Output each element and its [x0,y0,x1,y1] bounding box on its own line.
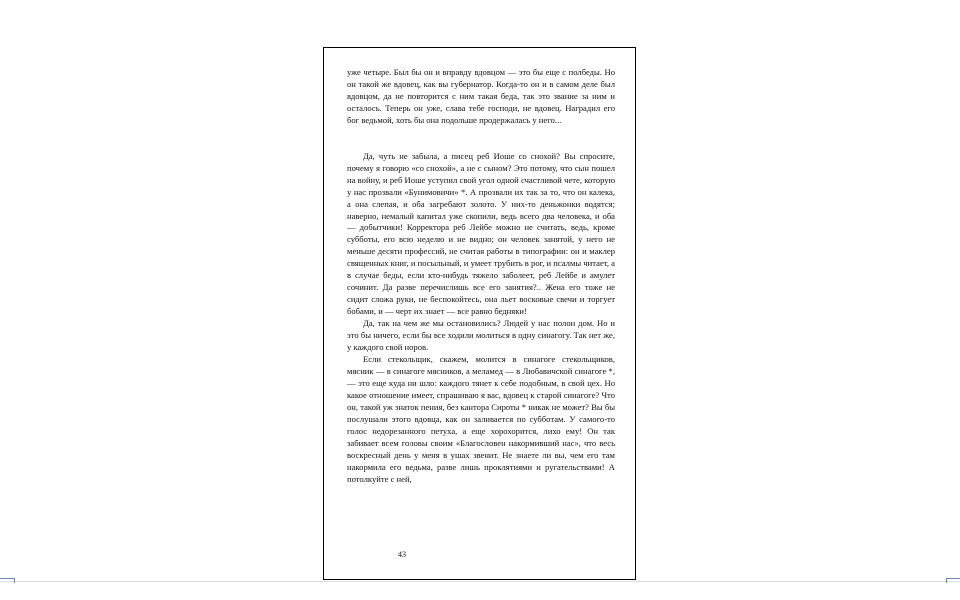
page-number: 43 [398,550,406,559]
left-edge-marker [0,578,15,583]
page-text-body [347,67,615,485]
paragraph-1: уже четыре. Был бы он и вправду вдовцом — это бы еще с полбеды. Но он такой же вдовец, как вы губернатор. Когда-то он и в самом деле был вдовцом, да не повторится с ним такая беда, так это звание за ним и осталось. Теперь он уже, слава тебе господи, не вдовец. Наградил его бог ведьмой, хоть бы она подольше продержалась у него... [347,67,615,125]
paragraph-3: Да, так на чем же мы остановились? Людей у нас полон дом. Но и это бы ничего, если бы все ходили молиться в одну синагогу. Так нет же, у каждого свой норов. [347,318,615,353]
right-edge-marker [946,578,960,583]
paragraph-4: Если стекольщик, скажем, молится в синагоге стекольщиков, мясник — в синагоге мясников, а меламед — в Любавичской синагоге *,— это еще куда ни шло: каждого тянет к себе подобным, в свой цех. Но какое отношение имеет, спрашиваю я вас, вдовец к старой синагоге? Что он, такой уж знаток пения, без кантора Сироты * никак не может? Вы бы послушали этого вдовца, как он заливается по субботам. У самого-то голос недорезанного петуха, а еще хорохорится, лихо ему! Он так забивает всем головы своим «Благословен накормивший нас», что весь воскресный день у меня в ушах звенит. Не знаете ли вы, чем его там накормила его ведьма, разве лишь проклятиями и ругательствами! А потолкуйте с ней, [347,353,615,484]
document-page [323,47,636,580]
viewer-bottom-divider [0,581,960,582]
paragraph-2: Да, чуть не забыла, а писец реб Иоше со снохой? Вы спросите, почему я говорю «со снохой», а не с сыном? Это потому, что сын пошел на войну, и реб Иоше уступил свой угол одной счастливой чете, которую у нас прозвали «Бунимовичи» *. А прозвали их так за то, что он калека, а она слепая, и оба загребают золото. У них-то деньжонки водятся; наверно, немалый капитал уже скопили, ведь всего два человека, и оба — добытчики! Корректора реб Лейбе можно не считать, ведь, кроме субботы, его всю неделю и не видно; он человек занятой, у него не меньше десяти профессий, не считая работы в типографии: он и маклер священных книг, и посыльный, и умеет трубить в рог, и псалмы читает, а в случае беды, если кто-нибудь тяжело заболеет, реб Лейбе и амулет сочинит. Да разве перечислишь все его занятия?.. Жена его тоже не сидит сложа руки, не беспокойтесь, она льет восковые свечи и торгует бобами, и — черт их знает — все равно бедняки! [347,150,615,317]
